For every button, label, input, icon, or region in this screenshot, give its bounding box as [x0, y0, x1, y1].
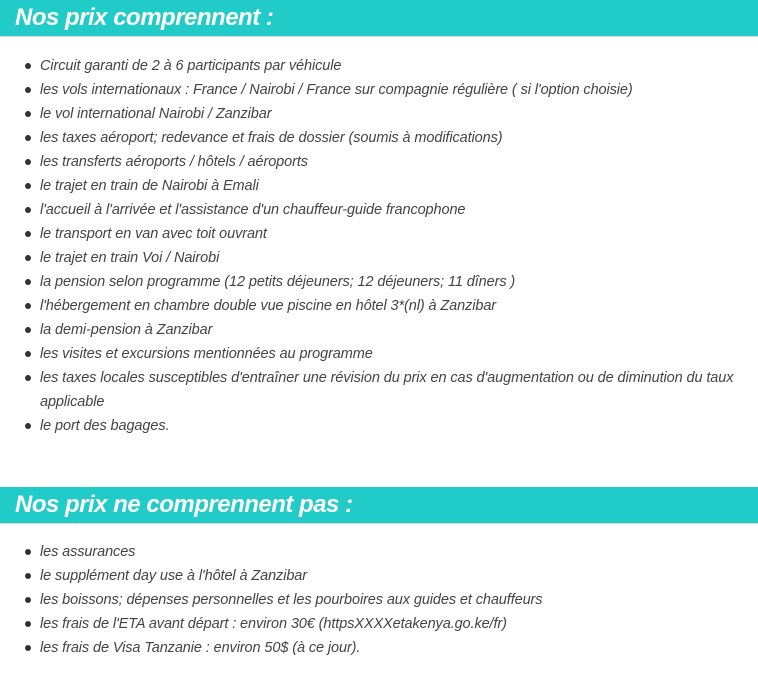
list-item: l'accueil à l'arrivée et l'assistance d'un chauffeur-guide francophone	[0, 198, 758, 222]
list-item: le port des bagages.	[0, 414, 758, 438]
list-item: la demi-pension à Zanzibar	[0, 318, 758, 342]
included-title: Nos prix comprennent :	[15, 4, 274, 31]
excluded-list	[0, 524, 758, 660]
list-item: les taxes aéroport; redevance et frais de dossier (soumis à modifications)	[0, 126, 758, 150]
list-item: les assurances	[0, 540, 758, 564]
list-item: le vol international Nairobi / Zanzibar	[0, 102, 758, 126]
list-item: le supplément day use à l'hôtel à Zanzibar	[0, 564, 758, 588]
list-item: les frais de Visa Tanzanie : environ 50$ (à ce jour).	[0, 636, 758, 660]
list-item: les boissons; dépenses personnelles et les pourboires aux guides et chauffeurs	[0, 588, 758, 612]
excluded-section	[0, 487, 758, 660]
list-item: les transferts aéroports / hôtels / aéroports	[0, 150, 758, 174]
list-item: Circuit garanti de 2 à 6 participants par véhicule	[0, 54, 758, 78]
list-item: le transport en van avec toit ouvrant	[0, 222, 758, 246]
list-item: les visites et excursions mentionnées au programme	[0, 342, 758, 366]
excluded-title: Nos prix ne comprennent pas :	[15, 491, 353, 518]
list-item: les taxes locales susceptibles d'entraîner une révision du prix en cas d'augmentation ou de diminution du taux applicable	[0, 366, 758, 414]
list-item: le trajet en train de Nairobi à Emali	[0, 174, 758, 198]
list-item: le trajet en train Voi / Nairobi	[0, 246, 758, 270]
list-item: les vols internationaux : France / Nairobi / France sur compagnie régulière ( si l'option choisie)	[0, 78, 758, 102]
list-item: les frais de l'ETA avant départ : environ 30€ (httpsXXXXetakenya.go.ke/fr)	[0, 612, 758, 636]
included-header	[0, 0, 758, 37]
included-list	[0, 37, 758, 438]
excluded-header	[0, 487, 758, 524]
list-item: l'hébergement en chambre double vue piscine en hôtel 3*(nl) à Zanzibar	[0, 294, 758, 318]
list-item: la pension selon programme (12 petits déjeuners; 12 déjeuners; 11 dîners )	[0, 270, 758, 294]
